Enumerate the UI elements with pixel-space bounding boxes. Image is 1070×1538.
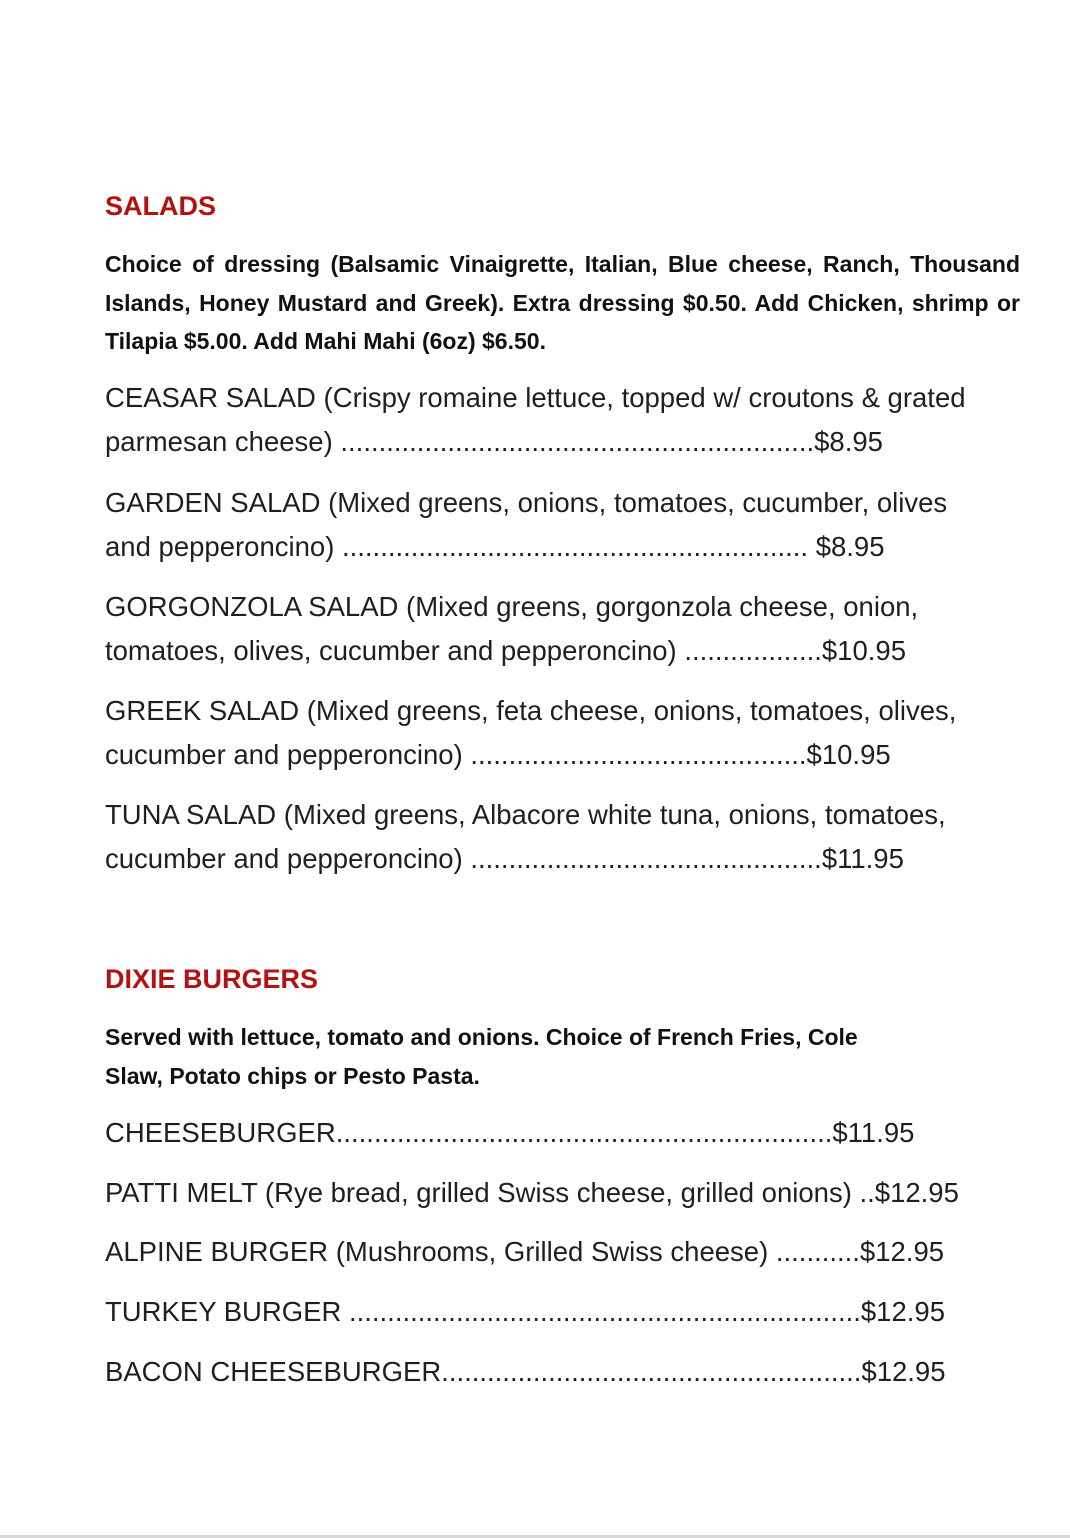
- item-line1: GORGONZOLA SALAD (Mixed greens, gorgonzola cheese, onion,: [105, 591, 919, 622]
- item-line2: and pepperoncino) ............................................................. $8.95: [105, 531, 885, 562]
- menu-item-gorgonzola-salad: [105, 585, 1020, 673]
- menu-item-garden-salad: [105, 481, 1020, 569]
- item-line1: CEASAR SALAD (Crispy romaine lettuce, topped w/ croutons & grated: [105, 382, 966, 413]
- item-line2: cucumber and pepperoncino) ..............................................$11.95: [105, 843, 904, 874]
- menu-item-cheeseburger: CHEESEBURGER.................................................................$11.95: [105, 1117, 915, 1148]
- menu-item-ceasar-salad: [105, 376, 1020, 464]
- salads-heading: SALADS: [105, 191, 217, 221]
- item-line1: GARDEN SALAD (Mixed greens, onions, tomatoes, cucumber, olives: [105, 487, 948, 518]
- item-line1: GREEK SALAD (Mixed greens, feta cheese, onions, tomatoes, olives,: [105, 695, 957, 726]
- item-line2: cucumber and pepperoncino) ............................................$10.95: [105, 739, 891, 770]
- menu-item-bacon-cheeseburger: BACON CHEESEBURGER.......................................................$12.95: [105, 1356, 946, 1387]
- note-line2: Slaw, Potato chips or Pesto Pasta.: [105, 1062, 480, 1089]
- item-line2: tomatoes, olives, cucumber and pepperoncino) ..................$10.95: [105, 635, 906, 666]
- menu-item-tuna-salad: [105, 793, 1020, 881]
- menu-item-patti-melt: PATTI MELT (Rye bread, grilled Swiss cheese, grilled onions) ..$12.95: [105, 1177, 959, 1208]
- item-line2: parmesan cheese) ..............................................................$8.95: [105, 426, 883, 457]
- note-line1: Served with lettuce, tomato and onions. Choice of French Fries, Cole: [105, 1024, 858, 1050]
- burgers-heading: DIXIE BURGERS: [105, 964, 319, 994]
- item-line1: TUNA SALAD (Mixed greens, Albacore white tuna, onions, tomatoes,: [105, 799, 946, 830]
- menu-item-greek-salad: [105, 689, 1020, 777]
- menu-item-turkey-burger: TURKEY BURGER ...................................................................$12.95: [105, 1296, 945, 1327]
- menu-item-alpine-burger: ALPINE BURGER (Mushrooms, Grilled Swiss cheese) ...........$12.95: [105, 1236, 945, 1267]
- salads-dressing-note: Choice of dressing (Balsamic Vinaigrette, Italian, Blue cheese, Ranch, Thousand Islands, Honey Mustard and Greek). Extra dressing $0.50. Add Chicken, shrimp or Tilapia $5.00. Add Mahi Mahi (6oz) $6.50.: [105, 251, 1020, 354]
- burgers-sides-note: [105, 1018, 1020, 1095]
